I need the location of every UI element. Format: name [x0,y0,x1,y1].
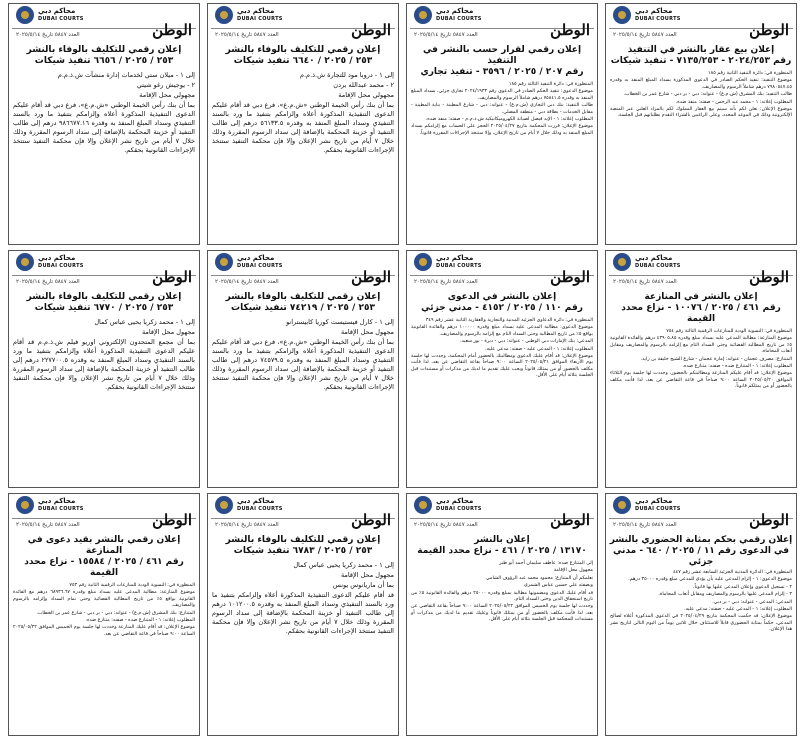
notice-mid-left [8,250,200,488]
court-name-ar: محاكم دبي [38,254,76,262]
notice-paragraph: بما أن بنك رأس الخيمة الوطني «ش.م.ع»، فرع دبي قد أقام عليكم الدعوى التنفيذية المذكورة أعلاه وإلزامكم بتنفيذ ما ورد بالسند التنفيذي وسداد المبلغ المنفذ به وقدره ٩٨٦٦٧٧.١٦ درهم إلى طالب التنفيذ أو خزينة المحكمة بالإضافة إلى سداد الرسوم المقررة وذلك خلال ٧ أيام من تاريخ نشر الإعلان وإلا فإن محكمة التنفيذ ستتخذ الإجراءات القانونية بحقكم. [13,101,195,154]
notice-paragraph: موضوع المنازعة: مطالبة المدعى عليه بسداد مبلغ وقدره ٤٣٩٠٥.٨٥ درهم والفائدة القانونية ٥٪ من تاريخ المطالبة القضائية وحتى السداد التام مع إلزامه بالرسوم والمصاريف ومقابل أتعاب المحاماة. [610,336,792,355]
newspaper-name: الوطن [152,21,192,39]
masthead [211,4,395,39]
dubai-emblem-icon [16,6,34,24]
notice-paragraph: طالب التنفيذ: بنك دبي التجاري (ش.م.ع) - عنوانه: دبي - شارع المطينة - بناية المطينة - مقابل الخدمات - بطاقة دبي - منطقة المصلى. [411,103,593,115]
notice-paragraph: طالب التنفيذ: بنك المشرق (ش.م.ع) - عنوانه: دبي - بر دبي - شارع عمر بن الخطاب. [623,92,792,98]
case-number: ٢٥٣ / ٢٠٢٥ / ٦٧٨٣ تنفيذ شيكات [233,546,373,556]
issue-date: العدد ٥٨٤٧ تاريخ ٢٠٢٥/٥/١٤ [414,32,478,38]
court-name-ar: محاكم دبي [237,7,275,15]
court-logos [613,496,681,514]
notice-paragraph: موضوع الإعلان: نعلن لكم بأنه سيتم بيع العقار المملوك لكم بالمزاد العلني عبر المنصة الإلكترونية وذلك في الموعد المحدد، وعلى الراغبين بالشراء التقدم بطلباتهم قبل الجلسة. [610,107,792,119]
notice-body [208,559,398,639]
case-number: رقم ٤٦١ / ٢٠٢٥ / ١٠٠٧٦ - نزاع محدد القيمة [621,303,781,324]
court-logos [613,6,681,24]
dubai-emblem-icon [215,496,233,514]
court-name [436,254,482,270]
court-name-ar: محاكم دبي [436,497,474,505]
newspaper-name: الوطن [749,21,789,39]
notice-heading: إعلان رقمي للتكليف بالوفاء بالنشر [225,292,381,302]
notice-heading: إعلان رقمي للتكليف بالوفاء بالنشر [26,292,182,302]
court-logos [16,496,84,514]
notice-paragraph: ٢ - تسجيل الدعوى وإعلان المدعى عليها بها قانوناً. [692,584,792,590]
court-name-en: DUBAI COURTS [436,263,482,269]
notice-body [407,559,597,627]
notice-heading: إعلان رقمي بالنشر بقيد دعوى في المنازعة [27,535,181,556]
masthead [12,494,196,529]
court-name-en: DUBAI COURTS [237,263,283,269]
notice-paragraph: ٢ - يوجيش رغو شيتي [136,81,195,89]
notice-paragraph: إلى ١ - كارل فيستيست كوريا كابيسترانو [286,318,394,326]
court-name-en: DUBAI COURTS [436,16,482,22]
notice-heading: إعلان رقمي لقرار حسب بالنشر في التنفيذ [422,45,582,66]
notice-paragraph: المنظورة في: الدائرة المدنية الجزئية السابعة عشر رقم ٤٤٧ [673,570,792,575]
case-number: ٢٥٣ / ٢٠٢٥ / ٦٦٤٠ تنفيذ شيكات [233,56,373,66]
court-name-ar: محاكم دبي [436,254,474,262]
notice-paragraph: المطلوب إعلانه: ١ - المدعى عليه - صفته: مدعى عليه. [485,346,593,352]
notice-heading: إعلان بالنشر في الدعوى [447,292,557,302]
court-name [436,497,482,513]
issue-date: العدد ٥٨٤٧ تاريخ ٢٠٢٥/٥/١٤ [414,279,478,285]
court-name-en: DUBAI COURTS [635,506,681,512]
court-name-ar: محاكم دبي [635,497,673,505]
masthead [211,494,395,529]
notice-body [606,327,796,394]
notice-paragraph: مجهول محل الإقامة [553,568,593,574]
notice-heading: إعلان رقمي بحكم بمثابة الحضوري بالنشر في الدعوى رقم ١١ / ٢٠٢٥ / ٦٤٠ - مدني جزئي [609,535,793,567]
masthead [609,4,793,39]
notice-body [208,69,398,158]
notice-paragraph: موضوع الإعلان: قد أقام عليكم المنازعة ومطالبتكم بالحضور، وحددت لها جلسة يوم الثلاثاء الموافق ٢٠٢٥/٠٥/٢٠ الساعة ٩:٠٠ صباحاً في قاعة التقاضي عن بعد، لذا فأنت مكلف بالحضور أو من يمثلكم قانوناً. [610,371,792,390]
newspaper-name: الوطن [351,268,391,286]
notice-bottom-mid-left [207,493,399,736]
dubai-emblem-icon [414,6,432,24]
court-name-en: DUBAI COURTS [635,16,681,22]
newspaper-name: الوطن [550,21,590,39]
court-name-ar: محاكم دبي [635,254,673,262]
notice-paragraph: إلى ١ - ميلان ستي لخدمات إدارة منشآت ش.ذ.م.م [57,71,195,79]
notice-paragraph: المطلوب إعلانه: ١ - المتنازع ضده - صفته: متنازع ضده. [682,364,792,370]
court-name-ar: محاكم دبي [237,497,275,505]
dubai-emblem-icon [215,6,233,24]
dubai-emblem-icon [16,496,34,514]
notice-paragraph: مجهول محل الإقامة [340,571,394,579]
notice-paragraph: المنظورة في: دائرة الدعاوى الجزئية المدنية والتجارية والعقارية الثانية عشر رقم ٣٤٩ [425,318,593,323]
notice-paragraph: بما أن بنك رأس الخيمة الوطني «ش.م.ع»، فرع دبي قد أقام عليكم الدعوى التنفيذية المذكورة أعلاه وإلزامكم بتنفيذ ما ورد بالسند التنفيذي وسداد المبلغ المنفذ به وقدره ٧٤٥٧٩.٥ درهم إلى طالب التنفيذ أو خزينة المحكمة بالإضافة إلى سداد الرسوم المقررة وذلك خلال ٧ أيام من تاريخ نشر الإعلان وإلا فإن محكمة التنفيذ ستتخذ الإجراءات القانونية بحقكم. [212,338,394,391]
issue-date: العدد ٥٨٤٧ تاريخ ٢٠٢٥/٥/١٤ [613,32,677,38]
notice-paragraph: المنظورة في: التسوية الودية للمنازعات الرقمية الثالثة رقم ٧٥٤ [666,329,792,334]
notice-paragraph: بما أن بنك رأس الخيمة الوطني «ش.م.ع»، فرع دبي قد أقام عليكم الدعوى التنفيذية المذكورة أعلاه وإلزامكم بتنفيذ ما ورد بالسند التنفيذي وسداد المبلغ المنفذ به وقدره ٥٦١٣٣.٥ درهم إلى طالب التنفيذ أو خزينة المحكمة بالإضافة إلى سداد الرسوم المقررة وذلك خلال ٧ أيام من تاريخ نشر الإعلان وإلا فإن محكمة التنفيذ ستتخذ الإجراءات القانونية بحقكم. [212,101,394,154]
notice-paragraph: قد أقام عليكم الدعوى التنفيذية المذكورة أعلاه وإلزامكم بتنفيذ ما ورد بالسند التنفيذي وسداد المبلغ المنفذ به وقدره ١٠١٢٠٠.٥ درهم إلى طالب التنفيذ أو خزينة المحكمة بالإضافة إلى سداد الرسوم المقررة وذلك خلال ٧ أيام من تاريخ نشر الإعلان وإلا فإن محكمة التنفيذ ستتخذ الإجراءات القانونية بحقكم. [212,591,394,635]
issue-date: العدد ٥٨٤٧ تاريخ ٢٠٢٥/٥/١٤ [215,32,279,38]
issue-date: العدد ٥٨٤٧ تاريخ ٢٠٢٥/٥/١٤ [414,522,478,528]
notice-paragraph: موضوع الدعوى: ١ - إلزام المدعى عليه بأن يؤدي للمدعي مبلغ وقدره ٣٥٠٠٠ درهم. [628,577,792,583]
notices-grid [3,3,797,736]
issue-date: العدد ٥٨٤٧ تاريخ ٢٠٢٥/٥/١٤ [613,522,677,528]
court-name [237,7,283,23]
court-name-en: DUBAI COURTS [38,263,84,269]
notice-paragraph: المطلوب إعلانه: ١ - الإيد فيصل لصيانة الكهروميكانيكية ش.ذ.م.م - صفته: منفذ ضده. [425,117,593,123]
notice-paragraph: بما أن ماريانوس يونس [332,581,394,589]
court-logos [414,253,482,271]
notice-paragraph: موضوع التنفيذ: تنفيذ الحكم الصادر في الدعوى المذكورة بسداد المبلغ المنفذ به وقدره ٧٩٨٠٥٤٧.٤٥ درهم شاملاً الرسوم والمصاريف. [610,78,792,90]
notice-paragraph: المدعي: المدعي - عنوانه: دبي - بر دبي. [712,599,792,605]
court-logos [16,6,84,24]
notice-body [208,316,398,395]
issue-date: العدد ٥٨٤٧ تاريخ ٢٠٢٥/٥/١٤ [16,32,80,38]
newspaper-name: الوطن [351,511,391,529]
court-name-en: DUBAI COURTS [237,506,283,512]
notice-bottom-right [605,493,797,736]
notice-heading: إعلان بيع عقار بالنشر في التنفيذ [627,45,775,55]
notice-paragraph: موضوع الإعلان: قد أقام عليك المنازعة وحددت لها جلسة يوم الخميس الموافق ٢٠٢٥/٠٥/٢٢ الساعة ٩:٠٠ صباحاً في قاعة التقاضي عن بعد. [13,625,195,637]
court-name-ar: محاكم دبي [635,7,673,15]
notice-mid-mid-left [207,250,399,488]
newspaper-name: الوطن [152,511,192,529]
court-name [38,497,84,513]
court-name-en: DUBAI COURTS [38,16,84,22]
dubai-emblem-icon [414,253,432,271]
newspaper-name: الوطن [749,268,789,286]
court-name-ar: محاكم دبي [436,7,474,15]
notice-paragraph: مجهول محل الإقامة [141,328,195,336]
dubai-emblem-icon [215,253,233,271]
notice-bottom-left [8,493,200,736]
notice-paragraph: موضوع الإعلان: قررت المحكمة بتاريخ ٢٠٢٥/٠٤/٢٧ الحجز على الحساب مع إلزامكم بسداد المبلغ المنفذ به وذلك خلال ٧ أيام من تاريخ الإعلان، وإلا ستتخذ الإجراءات المقررة قانوناً. [411,124,593,136]
notice-body [9,316,199,395]
issue-date: العدد ٥٨٤٧ تاريخ ٢٠٢٥/٥/١٤ [16,279,80,285]
court-name-ar: محاكم دبي [38,7,76,15]
notice-paragraph: المنظورة في: التسوية الودية للمنازعات الرقمية الثانية رقم ٧٥٣ [69,583,195,588]
court-logos [613,253,681,271]
issue-date: العدد ٥٨٤٧ تاريخ ٢٠٢٥/٥/١٤ [215,522,279,528]
court-name [237,497,283,513]
notice-paragraph: بما أن مجمع المتحدون الإلكتروني اوريو فيلم ش.ذ.م.م قد أقام عليكم الدعوى التنفيذية المذكورة أعلاه وإلزامكم بتنفيذ ما ورد بالسند التنفيذي وسداد المبلغ المنفذ به وقدره ٢٢٧٧٠٠.٥ درهم إلى طالب التنفيذ أو خزينة المحكمة بالإضافة إلى سداد الرسوم المقررة وذلك خلال ٧ أيام من تاريخ نشر الإعلان وإلا فإن محكمة التنفيذ ستتخذ الإجراءات القانونية بحقكم. [13,338,195,391]
case-number: رقم ٤٦١ / ٢٠٢٥ / ١٥٥٨٤ - نزاع محدد القيمة [24,557,184,578]
court-name [237,254,283,270]
notice-mid-mid-right [406,250,598,488]
newspaper-name: الوطن [152,268,192,286]
case-number: رقم ١١٠ / ٢٠٢٥ / ٤١٥٢ - مدني جزئي [421,303,583,313]
notice-top-mid-right [406,3,598,245]
notice-top-right [605,3,797,245]
court-logos [414,6,482,24]
notice-paragraph: موضوع الدعوى: تنفيذ الحكم الصادر في الدعوى رقم ٢٠٢٤/١٩٣٣ تجاري جزئي، بسداد المبلغ المنفذ به وقدره ٧٥٨٤١.٥ درهم شاملاً الرسوم والمصاريف. [411,89,593,101]
court-logos [215,496,283,514]
notice-body [606,568,796,637]
notice-bottom-mid-right [406,493,598,736]
notice-paragraph: مجهول محل الإقامة [340,328,394,336]
notice-paragraph: إلى ١ - دروبا مود للتجارة ش.ذ.م.م [299,71,394,79]
notice-body [9,69,199,158]
notice-top-mid-left [207,3,399,245]
newspaper-name: الوطن [749,511,789,529]
masthead [211,251,395,286]
notice-mid-right [605,250,797,488]
notice-paragraph: المطلوب إعلانه: ١ - المدعى عليه - صفته: مدعى عليه. [684,607,792,613]
notice-paragraph: نعلمكم أن المتنازع: محمود محمد عبد الرؤوف الشامي [485,575,593,581]
dubai-emblem-icon [414,496,432,514]
notice-heading: إعلان رقمي للتكليف بالوفاء بالنشر [225,45,381,55]
notice-top-left [8,3,200,245]
notice-paragraph: المتنازع: بنك المشرق (ش.م.ع) - عنوانه: دبي - بر دبي - شارع عمر بن الخطاب. [36,610,195,616]
court-logos [215,6,283,24]
case-number: ٢٥٣ / ٢٠٢٥ / ٦٦٥٦ تنفيذ شيكات [34,56,174,66]
case-number: ٢٥٣ / ٢٠٢٥ / ٧٤٢١٩ تنفيذ شيكات [231,303,375,313]
notice-paragraph: وحددت لها جلسة يوم الخميس الموافق ٢٠٢٥/٠٥/٢٢ الساعة ٩:٠٠ صباحاً بقاعة التقاضي عن بعد، لذا فأنت مكلف بالحضور أو من يمثلك قانوناً وعليك تقديم ما لديك من مذكرات أو مستندات للمحكمة قبل الجلسة بثلاثة أيام على الأقل. [411,604,593,623]
notice-paragraph: وبصفته علي حسين عباس الشمري [523,583,593,589]
court-logos [16,253,84,271]
court-name [635,254,681,270]
notice-paragraph: مجهولي محل الإقامة [139,91,195,99]
court-logos [414,496,482,514]
masthead [410,251,594,286]
notice-body [407,316,597,383]
notice-paragraph: موضوع الدعوى: مطالبة المدعى عليه بسداد مبلغ وقدره ١٠٠٠٠٠ درهم والفائدة القانونية بواقع ٥٪ من تاريخ المطالبة وحتى السداد التام مع إلزامه بالرسوم والمصاريف. [411,325,593,337]
case-number: ٢٥٣ / ٢٠٢٥ / ٦٧٧٠ تنفيذ شيكات [34,303,174,313]
masthead [609,251,793,286]
issue-date: العدد ٥٨٤٧ تاريخ ٢٠٢٥/٥/١٤ [215,279,279,285]
notice-paragraph: المنظورة في: دائرة التنفيذ الثالثة رقم ١٨٥ [508,82,593,87]
newspaper-name: الوطن [550,511,590,529]
notice-heading: إعلان رقمي للتكليف بالوفاء بالنشر [225,535,381,545]
notice-paragraph: إلى المتنازع ضده: عاطف سليمان أحمد أبو طير [499,561,593,566]
court-name [635,7,681,23]
court-name [38,254,84,270]
case-number: رقم ٢٠٧ / ٢٠٢٥ / ٣٥٩٦ - تنفيذ تجاري [420,67,584,77]
court-name [436,7,482,23]
notice-heading: إعلان بالنشر [474,535,530,545]
notice-paragraph: قد أقام عليك الدعوى ومضمونها مطالبة بمبلغ وقدره ٢٥٠٠٠ درهم والفائدة القانونية ٥٪ من تاريخ استحقاق الدين وحتى السداد التام. [411,590,593,603]
newspaper-name: الوطن [550,268,590,286]
dubai-emblem-icon [613,496,631,514]
notice-paragraph: المطلوب إعلانه: ١ - محمد عبد الرحمن - صفته: منفذ ضده. [675,99,792,105]
notice-body [606,69,796,123]
notice-paragraph: مجهولي محل الإقامة [338,91,394,99]
notice-paragraph: موضوع الإعلان: قد حكمت المحكمة بتاريخ ٢٠٢٥/٠٤/٢٩ في الدعوى المذكورة أعلاه لصالح المدعي، حكماً بمثابة الحضوري قابلاً للاستئناف خلال ثلاثين يوماً من اليوم التالي لتاريخ نشر هذا الإعلان. [610,614,792,633]
notice-paragraph: ٣ - إلزام المدعى عليها بالرسوم والمصاريف ومقابل أتعاب المحاماة. [658,592,792,598]
masthead [12,251,196,286]
notice-paragraph: المطلوب إعلانه: ١ - المتنازع ضده - صفته: متنازع ضده. [85,618,195,624]
notice-paragraph: المتنازع: مصرف عجمان - عنوانه: إمارة عجمان - شارع الشيخ خليفة بن زايد. [640,356,792,362]
notice-paragraph: موضوع الإعلان: قد أقام عليك الدعوى ومطالبتك بالحضور أمام المحكمة، وحددت لها جلسة يوم الأربعاء الموافق ٢٠٢٥/٠٥/٢١ الساعة ٩:٠٠ صباحاً بقاعة التقاضي عن بعد، لذا فأنت مكلف بالحضور أو من يمثلك قانوناً ويجب عليك تقديم ما لديك من مذكرات أو مستندات قبل الجلسة بثلاثة أيام على الأقل. [411,354,593,379]
court-name-en: DUBAI COURTS [38,506,84,512]
notice-paragraph: المنظورة في: دائرة التنفيذ الثانية رقم ١٨٥ [708,71,792,76]
court-name-ar: محاكم دبي [237,254,275,262]
notice-paragraph: ٢ - محمد عبدالله بردن [333,81,394,89]
issue-date: العدد ٥٨٤٧ تاريخ ٢٠٢٥/٥/١٤ [613,279,677,285]
notice-heading: إعلان بالنشر في المنازعة [644,292,758,302]
notice-paragraph: إلى ١ - محمد زكريا يحيى عباس كمال [94,318,195,326]
masthead [609,494,793,529]
dubai-emblem-icon [613,6,631,24]
masthead [410,4,594,39]
newspaper-name: الوطن [351,21,391,39]
court-name [635,497,681,513]
notice-body [407,80,597,140]
court-logos [215,253,283,271]
masthead [410,494,594,529]
court-name-ar: محاكم دبي [38,497,76,505]
notice-body [9,581,199,641]
notice-heading: إعلان رقمي للتكليف بالوفاء بالنشر [26,45,182,55]
notice-paragraph: موضوع المنازعة: مطالبة المدعى عليه بسداد مبلغ وقدره ٦٨٩٣٦.٦٧ درهم مع الفائدة القانونية بواقع ٥٪ من تاريخ المطالبة القضائية وحتى تمام السداد وإلزامه بالرسوم والمصاريف. [13,590,195,609]
dubai-emblem-icon [16,253,34,271]
court-name-en: DUBAI COURTS [436,506,482,512]
masthead [12,4,196,39]
case-number: رقم ٢٠٢٤/٢٥٣ - ٧١٣٥/٢٥٣ - تنفيذ شيكات [610,56,792,66]
case-number: ١٣١٧٠ / ٢٠٢٥ / ٤٦١ - نزاع محدد القيمة [417,546,587,556]
court-name-en: DUBAI COURTS [237,16,283,22]
court-name-en: DUBAI COURTS [635,263,681,269]
notice-paragraph: إلى ١ - محمد زكريا يحيى عباس كمال [293,561,394,569]
issue-date: العدد ٥٨٤٧ تاريخ ٢٠٢٥/٥/١٤ [16,522,80,528]
dubai-emblem-icon [613,253,631,271]
court-name [38,7,84,23]
notice-paragraph: المدعي: بنك الإمارات دبي الوطني - عنوانه: دبي - ديرة - بور سعيد. [460,339,593,345]
